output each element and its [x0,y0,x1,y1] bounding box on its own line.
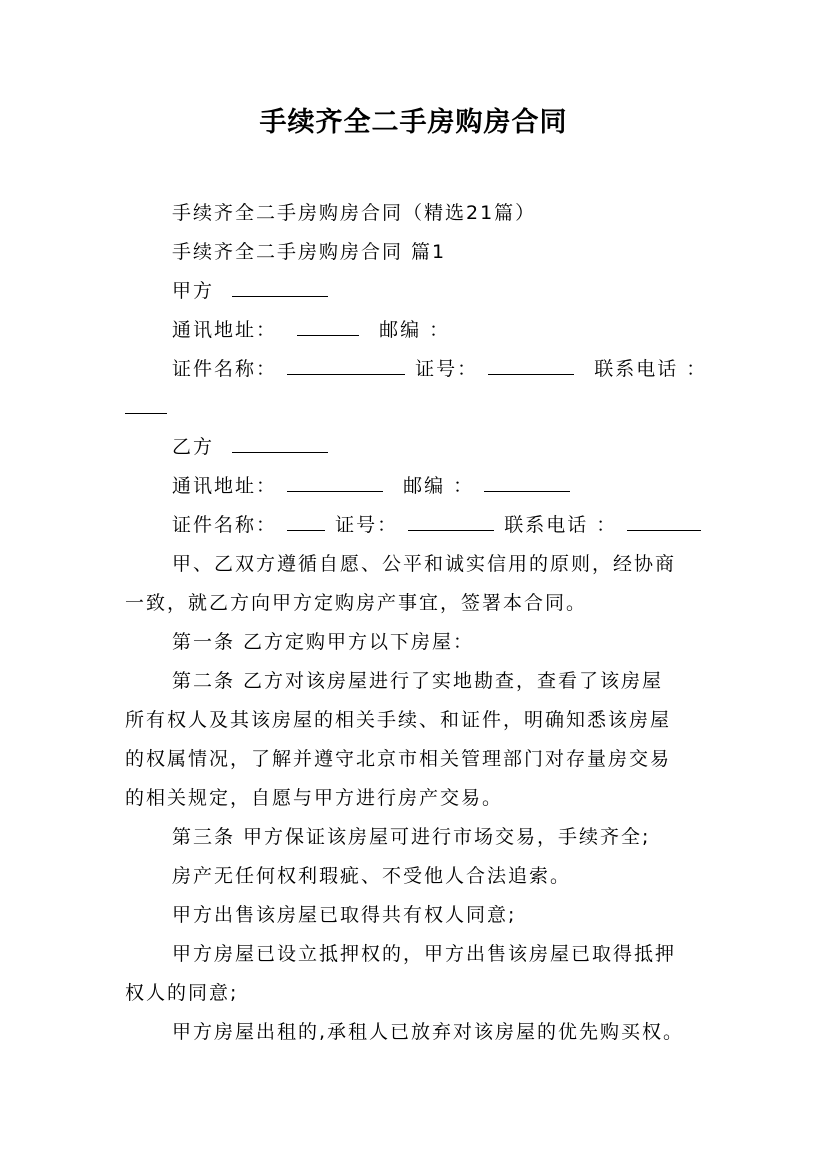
clause-line: 权人的同意; [125,982,239,1004]
party-a-phone-continuation [125,395,710,421]
article-2-line: 所有权人及其该房屋的相关手续、和证件，明确知悉该房屋 [125,709,672,731]
article-3: 第三条 甲方保证该房屋可进行市场交易，手续齐全; [172,826,651,848]
party-b-phone-blank [627,512,701,531]
party-a-address-blank [297,317,359,336]
party-b-address-row [172,473,757,499]
party-b-id-name-label: 证件名称： [172,514,278,536]
party-a-postcode-label: 邮编 ： [379,319,451,341]
document-title: 手续齐全二手房购房合同 [259,107,568,138]
party-b-address-blank [287,473,383,492]
party-a-label: 甲方 [172,280,215,302]
article-1: 第一条 乙方定购甲方以下房屋： [172,631,475,653]
party-a-id-name-label: 证件名称： [172,358,278,380]
party-a-id-row [172,356,757,382]
party-b-postcode-label: 邮编 ： [403,475,475,497]
article-2-line: 的权属情况，了解并遵守北京市相关管理部门对存量房交易 [125,748,672,770]
article-2-line: 第二条 乙方对该房屋进行了实地勘查，查看了该房屋 [172,670,664,692]
party-b-id-no-blank [408,512,494,531]
article-2-line: 的相关规定，自愿与甲方进行房产交易。 [125,787,504,809]
party-a-phone-blank [125,395,167,414]
party-b-blank [232,434,328,453]
subtitle-line: 手续齐全二手房购房合同（精选21篇） [172,202,537,224]
paragraph-line: 一致，就乙方向甲方定购房产事宜，签署本合同。 [125,592,588,614]
party-b-id-row [172,512,757,538]
party-a-row [172,278,757,304]
clause-line: 房产无任何权利瑕疵、不受他人合法追索。 [172,865,572,887]
party-b-postcode-blank [484,473,570,492]
party-a-address-row [172,317,757,343]
clause-line: 甲方出售该房屋已取得共有权人同意; [172,904,517,926]
clause-line: 甲方房屋已设立抵押权的，甲方出售该房屋已取得抵押 [172,943,677,965]
party-a-blank [232,278,328,297]
party-b-id-name-blank [287,512,325,531]
party-a-phone-label: 联系电话 ： [594,358,708,380]
section-heading: 手续齐全二手房购房合同 篇1 [172,241,447,263]
party-a-address-label: 通讯地址： [172,319,278,341]
party-b-id-no-label: 证号： [335,514,399,536]
party-a-id-name-blank [287,356,405,375]
party-b-address-label: 通讯地址： [172,475,278,497]
party-a-id-no-label: 证号： [415,358,479,380]
party-b-phone-label: 联系电话 ： [504,514,618,536]
party-a-id-no-blank [488,356,574,375]
clause-line: 甲方房屋出租的,承租人已放弃对该房屋的优先购买权。 [172,1021,685,1043]
party-b-label: 乙方 [172,436,215,458]
party-b-row [172,434,757,460]
paragraph-line: 甲、乙双方遵循自愿、公平和诚实信用的原则，经协商 [172,553,677,575]
